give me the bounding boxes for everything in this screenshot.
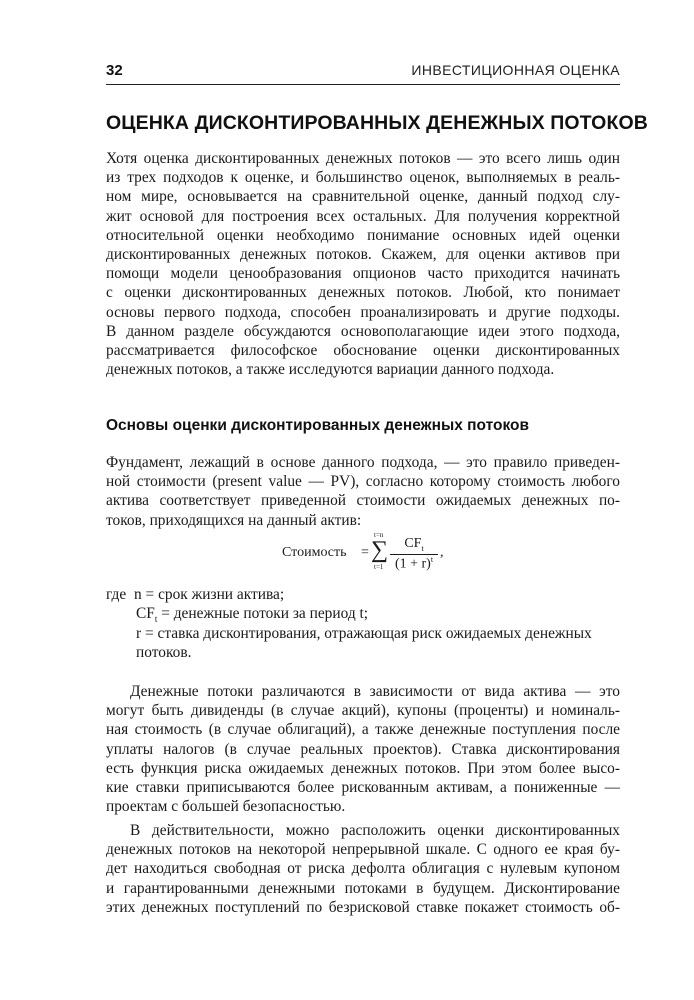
pv-formula — [282, 531, 462, 574]
text-line: денежных потоков, а также исследуются вариации данного подхода. — [106, 361, 555, 379]
text-line: ной стоимости (present value — PV), согласно которому стоимость любого — [106, 473, 620, 491]
text-line: В данном разделе обсуждаются основополагающие идеи этого подхода, — [106, 322, 620, 340]
formula-legend — [106, 585, 626, 662]
formula-comma: , — [440, 545, 444, 560]
denominator-superscript: t — [430, 555, 434, 564]
legend-item: CF — [136, 605, 155, 623]
basis-paragraph — [106, 453, 620, 530]
continuum-paragraph — [106, 821, 620, 917]
text-line: Денежные потоки различаются в зависимости от вида актива — это — [130, 683, 620, 700]
where-prefix: где — [106, 586, 127, 603]
denominator-text: (1 + r) — [394, 556, 431, 572]
legend-item: потоков. — [136, 643, 192, 661]
text-line: есть функция риска ожидаемых денежных потоков. При этом более высо- — [106, 759, 620, 777]
text-line: дет находиться свободная от риска дефолта облигация с нулевым купоном — [106, 860, 620, 878]
text-line: токов, приходящихся на данный актив: — [106, 511, 362, 529]
text-line: В действительности, можно расположить оценки дисконтированных — [130, 822, 620, 839]
text-line: помощи модели ценообразования опционов часто приходится начинать — [106, 265, 620, 283]
legend-line — [106, 624, 626, 643]
text-line: основы первого подхода, способен проанализировать и другие подходы. — [106, 303, 620, 321]
intro-paragraph — [106, 149, 620, 379]
text-line: дисконтированных денежных потоков. Скажем, для оценки активов при — [106, 245, 620, 263]
text-line: относительной оценки необходимо понимание основных идей оценки — [106, 226, 620, 244]
text-line: уплаты налогов (в случае реальных проектов). Ставка дисконтирования — [106, 740, 620, 758]
section-title: ОЦЕНКА ДИСКОНТИРОВАННЫХ ДЕНЕЖНЫХ ПОТОКОВ — [106, 112, 648, 134]
legend-line — [106, 643, 626, 662]
sigma-symbol: ∑ — [371, 537, 389, 563]
numerator-text: CF — [404, 536, 422, 551]
running-title: ИНВЕСТИЦИОННАЯ ОЦЕНКА — [411, 62, 620, 78]
text-line: ная стоимость (в случае облигаций), а также денежные поступления после — [106, 721, 620, 739]
text-line: проектам с большей безопасностью. — [106, 798, 346, 816]
page-number: 32 — [106, 62, 123, 79]
running-header — [106, 62, 620, 85]
legend-item: r = ставка дисконтирования, отражающая риск ожидаемых денежных — [136, 624, 592, 642]
subsection-title: Основы оценки дисконтированных денежных потоков — [106, 417, 530, 434]
text-line: ном мире, основывается на сравнительной оценке, данный подход слу- — [106, 188, 620, 206]
formula-numerator — [390, 536, 438, 553]
text-line: из трех подходов к оценке, и большинство оценок, выполняемых в реаль- — [106, 169, 620, 187]
legend-line — [106, 585, 626, 604]
formula-label: Стоимость — [282, 545, 347, 560]
text-line: кие ставки приписываются более рискованным активам, а пониженные — — [106, 778, 620, 796]
text-line: денежных потоков на некоторой непрерывной шкале. С одного ее края бу- — [106, 841, 620, 859]
text-line: актива соответствует приведенной стоимости ожидаемых денежных по- — [106, 492, 620, 510]
sum-lower-limit: t=1 — [374, 563, 384, 571]
text-line: жит основой для построения всех остальных. Для получения корректной — [106, 207, 620, 225]
text-line: и гарантированными денежными потоками в будущем. Дисконтирование — [106, 879, 620, 897]
text-line: этих денежных поступлений по безрисковой ставке покажет стоимость об- — [106, 898, 620, 916]
text-line: с оценки дисконтированных денежных потоков. Любой, кто понимает — [106, 284, 620, 302]
text-line: могут быть дивиденды (в случае акций), купоны (проценты) и номиналь- — [106, 702, 620, 720]
text-line: рассматривается философское обоснование оценки дисконтированных — [106, 341, 620, 359]
legend-item: n = срок жизни актива; — [134, 586, 285, 603]
cash-flow-paragraph — [106, 682, 620, 816]
legend-subscript: t — [154, 614, 158, 625]
formula-denominator — [390, 555, 438, 573]
text-line: Хотя оценка дисконтированных денежных потоков — это всего лишь один — [106, 150, 620, 167]
sum-upper-limit: t=n — [374, 531, 384, 539]
numerator-subscript: t — [421, 543, 424, 553]
legend-item-rest: = денежные потоки за период t; — [157, 605, 369, 623]
legend-line — [106, 604, 626, 623]
text-line: Фундамент, лежащий в основе данного подхода, — это правило приведен- — [106, 454, 620, 471]
formula-equals: = — [361, 545, 369, 560]
